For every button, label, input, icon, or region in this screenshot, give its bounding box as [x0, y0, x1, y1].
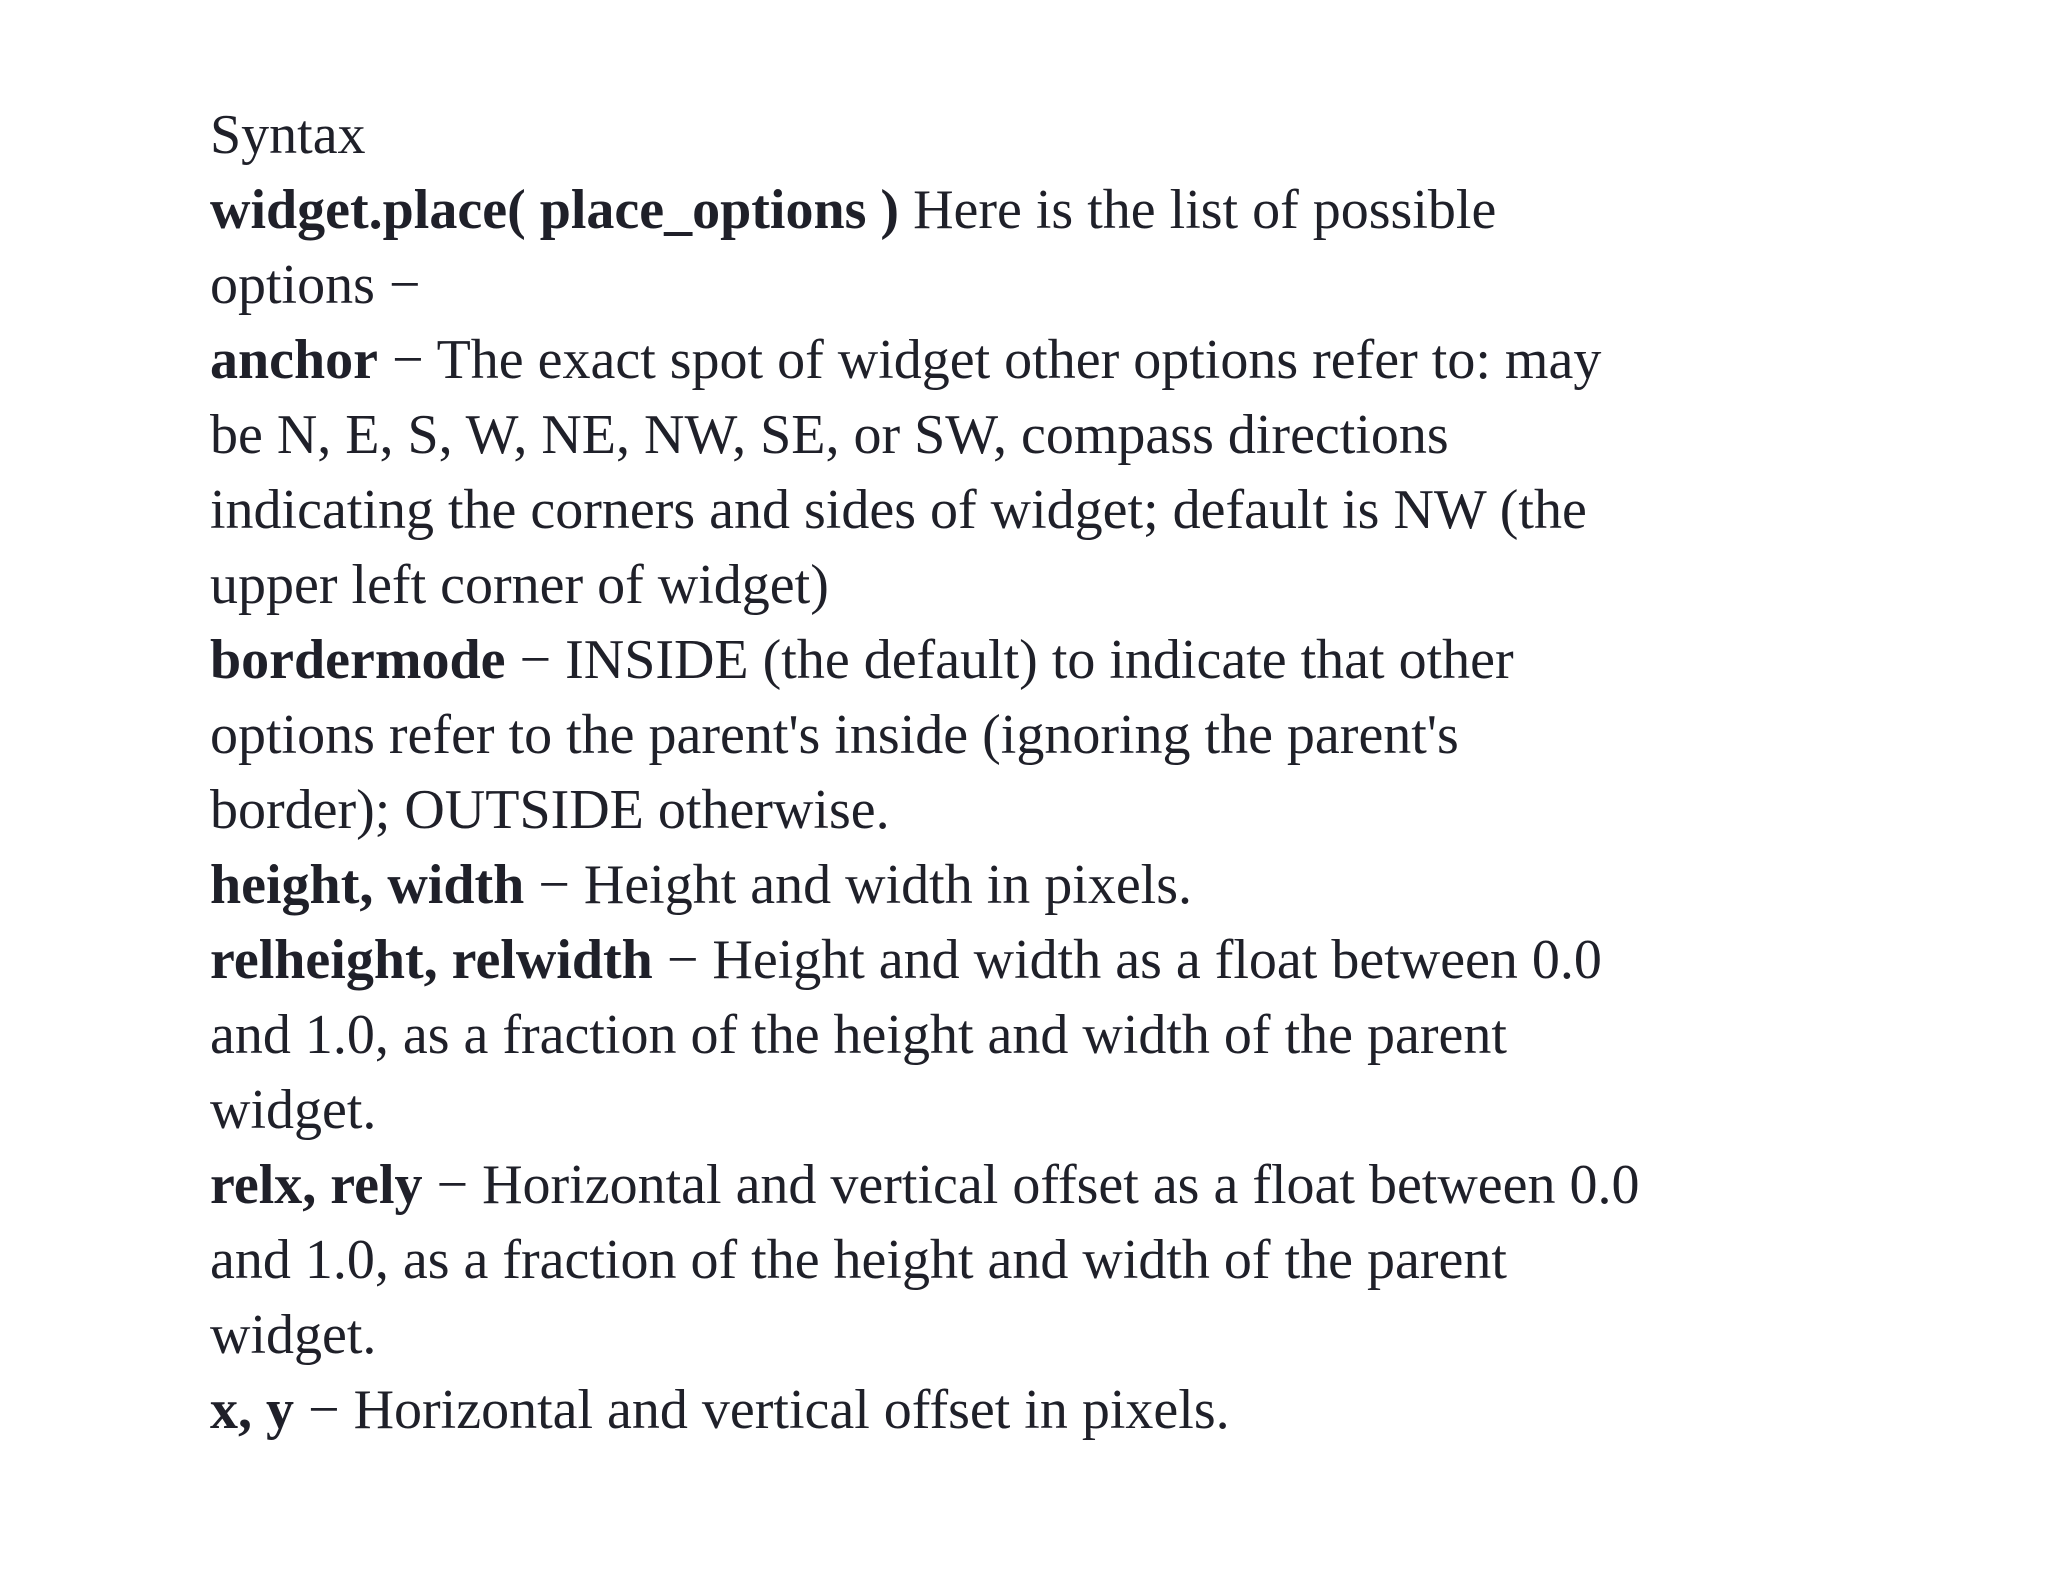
- option-description: − Horizontal and vertical offset as a float between 0.0: [422, 1154, 1640, 1216]
- option-description-continuation: be N, E, S, W, NE, NW, SE, or SW, compass directions: [210, 404, 1449, 466]
- syntax-intro-continuation: options −: [210, 254, 421, 316]
- option-description: − Height and width in pixels.: [524, 854, 1193, 916]
- option-anchor: [210, 323, 1870, 623]
- syntax-code: widget.place( place_options ): [210, 179, 900, 241]
- syntax-signature-line: [210, 173, 1870, 248]
- option-description-continuation: widget.: [210, 1304, 377, 1366]
- syntax-heading: Syntax: [210, 104, 366, 166]
- option-description: − The exact spot of widget other options refer to: may: [378, 329, 1602, 391]
- option-relx-rely: [210, 1148, 1870, 1373]
- option-term: bordermode: [210, 629, 506, 691]
- option-x-y: [210, 1373, 1870, 1448]
- document-body: [210, 98, 1870, 1448]
- syntax-intro-text: Here is the list of possible: [899, 179, 1497, 241]
- option-term: height, width: [210, 854, 525, 916]
- option-term: anchor: [210, 329, 378, 391]
- option-description-continuation: widget.: [210, 1079, 377, 1141]
- option-description-continuation: upper left corner of widget): [210, 554, 829, 616]
- option-description-continuation: indicating the corners and sides of widget; default is NW (the: [210, 479, 1587, 541]
- option-description-continuation: border); OUTSIDE otherwise.: [210, 779, 890, 841]
- option-description: − Horizontal and vertical offset in pixels.: [294, 1379, 1230, 1441]
- option-description-continuation: and 1.0, as a fraction of the height and width of the parent: [210, 1004, 1507, 1066]
- option-height-width: [210, 848, 1870, 923]
- option-description-continuation: options refer to the parent's inside (ignoring the parent's: [210, 704, 1459, 766]
- option-description: − Height and width as a float between 0.0: [652, 929, 1602, 991]
- option-bordermode: [210, 623, 1870, 848]
- option-description: − INSIDE (the default) to indicate that other: [505, 629, 1514, 691]
- option-term: relx, rely: [210, 1154, 423, 1216]
- option-term: x, y: [210, 1379, 294, 1441]
- option-relheight-relwidth: [210, 923, 1870, 1148]
- option-term: relheight, relwidth: [210, 929, 653, 991]
- option-description-continuation: and 1.0, as a fraction of the height and width of the parent: [210, 1229, 1507, 1291]
